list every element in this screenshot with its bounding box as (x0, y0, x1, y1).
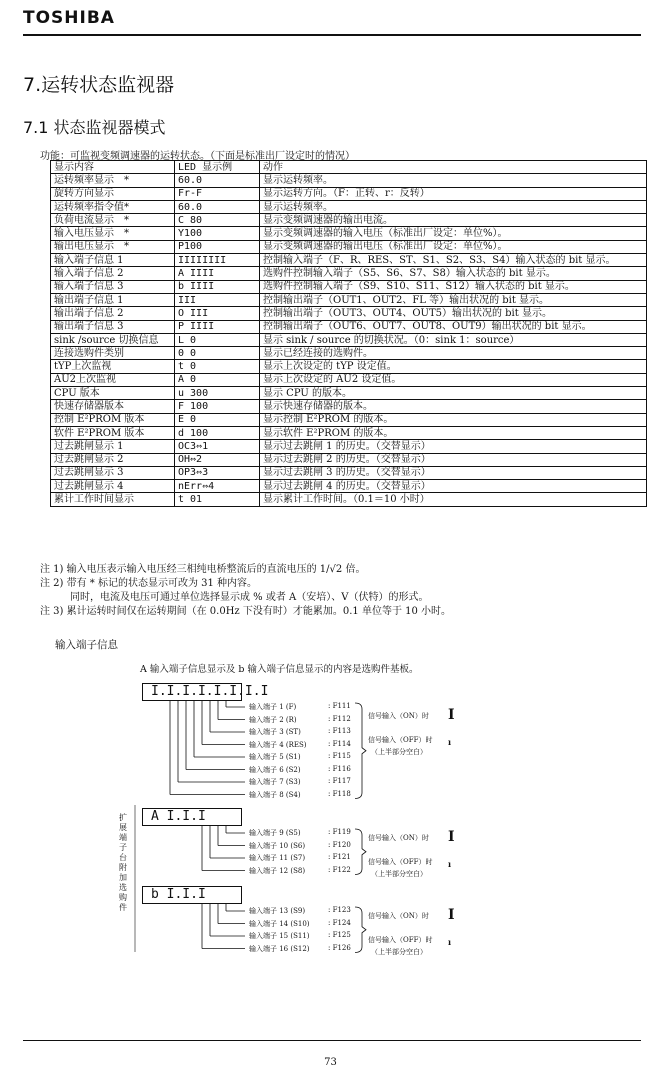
action-cell: 显示运转频率。 (260, 174, 647, 187)
action-cell: 控制输入端子（F、R、RES、ST、S1、S2、S3、S4）输入状态的 bit 显示。 (260, 254, 647, 267)
on-label: 信号输入（ON）时 (368, 712, 429, 720)
action-cell: 显示软件 E²PROM 的版本。 (260, 426, 647, 439)
parameter-label: : F126 (328, 943, 351, 952)
table-header-cell: LED 显示例 (175, 161, 260, 174)
off-bar-icon: ı (448, 737, 452, 747)
parameter-label: : F116 (328, 764, 351, 773)
parameter-label: : F125 (328, 931, 351, 939)
action-cell: 显示运转频率。 (260, 200, 647, 213)
led-example-cell: OC3⇔1 (175, 440, 260, 453)
action-cell: 显示运转方向。（F：正转、r：反转） (260, 187, 647, 200)
action-cell: 显示变频调速器的输出电压（标准出厂设定：单位%）。 (260, 240, 647, 253)
action-cell: 选购件控制输入端子（S5、S6、S7、S8）输入状态的 bit 显示。 (260, 267, 647, 280)
parameter-label: : F113 (328, 727, 351, 735)
on-bar-icon: I (448, 907, 455, 923)
terminal-label: 输入端子 15 (S11) (249, 932, 310, 940)
display-item-cell: 控制 E²PROM 版本 (51, 413, 175, 426)
on-label: 信号输入（ON）时 (368, 834, 429, 842)
display-item-cell: 输出电压显示 * (51, 240, 175, 253)
action-cell: 显示上次设定的 AU2 设定值。 (260, 373, 647, 386)
parameter-label: : F117 (328, 777, 351, 785)
parameter-label: : F124 (328, 918, 351, 927)
display-item-cell: CPU 版本 (51, 387, 175, 400)
led-example-cell: Fr-F (175, 187, 260, 200)
terminal-label: 输入端子 6 (S2) (249, 765, 301, 774)
display-item-cell: sink /source 切换信息 (51, 333, 175, 346)
on-bar-icon: I (448, 829, 455, 845)
terminal-label: 输入端子 13 (S9) (249, 907, 306, 915)
display-item-cell: 输入端子信息 2 (51, 267, 175, 280)
action-cell: 显示上次设定的 tYP 设定值。 (260, 360, 647, 373)
off-note: （上半部分空白） (371, 870, 427, 878)
note-3: 注 3) 累计运转时间仅在运转期间（在 0.0Hz 下没有时）才能累加。0.1 单位等于 10 小时。 (40, 606, 452, 617)
intro-text: 功能：可监视变频调速器的运转状态。（下面是标准出厂设定时的情况） (40, 151, 355, 162)
display-item-cell: 输入电压显示 * (51, 227, 175, 240)
parameter-label: : F111 (328, 702, 351, 710)
led-display-1: I.I.I.I.I.I.I.I (142, 683, 242, 701)
parameter-label: : F120 (328, 840, 351, 849)
terminal-label: 输入端子 16 (S12) (249, 944, 310, 953)
action-cell: 显示快速存储器的版本。 (260, 400, 647, 413)
led-example-cell: u 300 (175, 387, 260, 400)
terminal-label: 输入端子 14 (S10) (249, 919, 310, 928)
brace (355, 703, 366, 799)
parameter-label: : F122 (328, 865, 351, 874)
action-cell: 显示累计工作时间。（0.1＝10 小时） (260, 493, 647, 506)
led-example-cell: 0 0 (175, 347, 260, 360)
page-number: 73 (324, 1057, 337, 1068)
led-example-cell: P100 (175, 240, 260, 253)
display-item-cell: 旋转方向显示 (51, 187, 175, 200)
led-example-cell: nErr⇔4 (175, 480, 260, 493)
table-header-cell: 动作 (260, 161, 647, 174)
action-cell: 显示过去跳闸 1 的历史。（交替显示） (260, 440, 647, 453)
on-bar-icon: I (448, 707, 455, 723)
led-example-cell: 60.0 (175, 174, 260, 187)
display-item-cell: 输入端子信息 3 (51, 280, 175, 293)
parameter-label: : F119 (328, 828, 351, 836)
display-item-cell: 运转频率显示 * (51, 174, 175, 187)
action-cell: 控制输出端子（OUT6、OUT7、OUT8、OUT9）输出状况的 bit 显示。 (260, 320, 647, 333)
led-example-cell: b IIII (175, 280, 260, 293)
action-cell: 选购件控制输入端子（S9、S10、S11、S12）输入状态的 bit 显示。 (260, 280, 647, 293)
terminal-label: 输入端子 2 (R) (249, 715, 297, 724)
led-example-cell: E 0 (175, 413, 260, 426)
led-example-cell: d 100 (175, 426, 260, 439)
off-bar-icon: ı (448, 859, 452, 869)
parameter-label: : F115 (328, 752, 351, 760)
side-label: 扩展端子台附加选购件 (119, 813, 127, 912)
led-example-cell: OP3⇔3 (175, 466, 260, 479)
led-example-cell: III (175, 293, 260, 306)
display-item-cell: 输出端子信息 2 (51, 307, 175, 320)
toshiba-logo: TOSHIBA (23, 8, 115, 28)
note-2-cont: 同时，电流及电压可通过单位选择显示成 % 或者 A（安培）、V（伏特）的形式。 (40, 592, 429, 603)
brace (355, 907, 366, 953)
led-example-cell: Y100 (175, 227, 260, 240)
on-label: 信号输入（ON）时 (368, 912, 429, 920)
led-example-cell: A IIII (175, 267, 260, 280)
terminal-label: 输入端子 1 (F) (249, 703, 297, 711)
led-display-2: A I.I.I (142, 808, 242, 826)
terminal-label: 输入端子 8 (S4) (249, 790, 301, 799)
display-item-cell: AU2上次监视 (51, 373, 175, 386)
display-item-cell: 快速存储器版本 (51, 400, 175, 413)
action-cell: 显示控制 E²PROM 的版本。 (260, 413, 647, 426)
display-item-cell: 过去跳闸显示 3 (51, 466, 175, 479)
terminal-label: 输入端子 11 (S7) (249, 854, 306, 862)
terminal-label: 输入端子 7 (S3) (249, 778, 301, 786)
terminal-label: 输入端子 5 (S1) (249, 753, 301, 761)
display-item-cell: 输入端子信息 1 (51, 254, 175, 267)
display-item-cell: 过去跳闸显示 4 (51, 480, 175, 493)
led-display-3: b I.I.I (142, 886, 242, 904)
table-header-cell: 显示内容 (51, 161, 175, 174)
off-bar-icon: ı (448, 937, 452, 947)
display-item-cell: 连接选购件类别 (51, 347, 175, 360)
off-label: 信号输入（OFF）时 (368, 858, 433, 866)
display-item-cell: 过去跳闸显示 1 (51, 440, 175, 453)
led-example-cell: 60.0 (175, 200, 260, 213)
led-example-cell: O III (175, 307, 260, 320)
display-item-cell: 过去跳闸显示 2 (51, 453, 175, 466)
parameter-label: : F114 (328, 739, 351, 748)
subsection-title: 7.1 状态监视器模式 (23, 118, 166, 137)
led-example-cell: OH⇔2 (175, 453, 260, 466)
parameter-label: : F123 (328, 906, 351, 914)
off-label: 信号输入（OFF）时 (368, 736, 433, 744)
action-cell: 显示 sink / source 的切换状况。（0：sink 1：source） (260, 333, 647, 346)
display-item-cell: 累计工作时间显示 (51, 493, 175, 506)
action-cell: 显示变频调速器的输入电压（标准出厂设定：单位%）。 (260, 227, 647, 240)
footer-rule (23, 1040, 641, 1041)
action-cell: 显示过去跳闸 2 的历史。（交替显示） (260, 453, 647, 466)
parameter-label: : F118 (328, 789, 351, 798)
off-note: （上半部分空白） (371, 748, 427, 756)
diagram-caption: A 输入端子信息显示及 b 输入端子信息显示的内容是选购件基板。 (140, 664, 419, 675)
led-example-cell: F 100 (175, 400, 260, 413)
action-cell: 控制输出端子（OUT1、OUT2、FL 等）输出状况的 bit 显示。 (260, 293, 647, 306)
action-cell: 显示 CPU 的版本。 (260, 387, 647, 400)
terminal-label: 输入端子 3 (ST) (249, 728, 301, 736)
input-terminal-subheading: 输入端子信息 (55, 639, 118, 651)
terminal-label: 输入端子 12 (S8) (249, 866, 306, 875)
led-example-cell: A 0 (175, 373, 260, 386)
action-cell: 显示过去跳闸 4 的历史。（交替显示） (260, 480, 647, 493)
action-cell: 显示变频调速器的输出电流。 (260, 214, 647, 227)
action-cell: 显示过去跳闸 3 的历史。（交替显示） (260, 466, 647, 479)
led-example-cell: t 01 (175, 493, 260, 506)
display-item-cell: 输出端子信息 1 (51, 293, 175, 306)
parameter-label: : F121 (328, 853, 351, 861)
led-example-cell: IIIIIIII (175, 254, 260, 267)
note-1: 注 1) 输入电压表示输入电压经三相纯电桥整流后的直流电压的 1/√2 倍。 (40, 564, 366, 575)
off-note: （上半部分空白） (371, 948, 427, 956)
display-item-cell: tYP上次监视 (51, 360, 175, 373)
display-item-cell: 软件 E²PROM 版本 (51, 426, 175, 439)
display-item-cell: 运转频率指令值* (51, 200, 175, 213)
led-example-cell: L 0 (175, 333, 260, 346)
terminal-label: 输入端子 10 (S6) (249, 841, 306, 850)
terminal-label: 输入端子 4 (RES) (249, 740, 307, 749)
section-title: 7.运转状态监视器 (23, 74, 175, 96)
display-item-cell: 负荷电流显示 * (51, 214, 175, 227)
terminal-label: 输入端子 9 (S5) (249, 829, 301, 837)
action-cell: 控制输出端子（OUT3、OUT4、OUT5）输出状况的 bit 显示。 (260, 307, 647, 320)
parameter-label: : F112 (328, 714, 351, 723)
action-cell: 显示已经连接的选购件。 (260, 347, 647, 360)
brace (355, 829, 366, 875)
display-item-cell: 输出端子信息 3 (51, 320, 175, 333)
off-label: 信号输入（OFF）时 (368, 936, 433, 944)
led-example-cell: P IIII (175, 320, 260, 333)
led-example-cell: C 80 (175, 214, 260, 227)
led-example-cell: t 0 (175, 360, 260, 373)
note-2: 注 2) 带有 * 标记的状态显示可改为 31 种内容。 (40, 578, 258, 589)
